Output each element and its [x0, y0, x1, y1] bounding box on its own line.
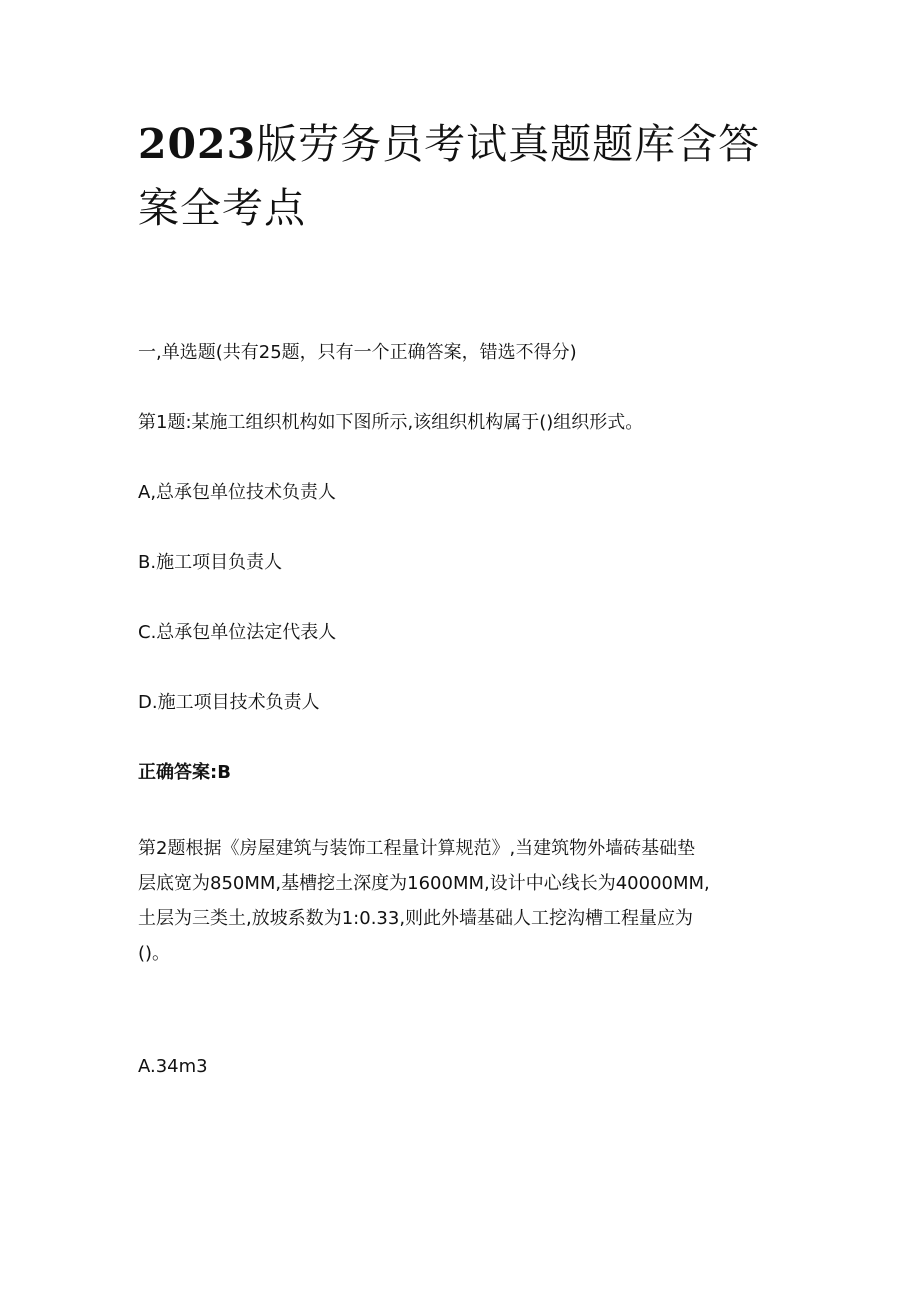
title-year: 2023 [138, 120, 257, 168]
section-heading: 一,单选题(共有25题，只有一个正确答案，错选不得分) [138, 342, 577, 363]
question-1-option-a: A,总承包单位技术负责人 [138, 482, 337, 503]
question-2-option-a: A.34m3 [138, 1056, 208, 1077]
question-1-option-c: C.总承包单位法定代表人 [138, 622, 337, 643]
question-2-stem [138, 831, 778, 971]
question-1-option-b: B.施工项目负责人 [138, 552, 283, 573]
question-2-stem-line: ()。 [138, 943, 171, 964]
question-2-stem-line: 层底宽为850MM,基槽挖土深度为1600MM,设计中心线长为40000MM, [138, 873, 710, 894]
document-title [138, 112, 798, 240]
question-1-option-d: D.施工项目技术负责人 [138, 692, 320, 713]
title-text: 版劳务员考试真题题库含答案全考点 [138, 120, 761, 232]
question-2-stem-line: 第2题根据《房屋建筑与装饰工程量计算规范》,当建筑物外墙砖基础垫 [138, 838, 696, 859]
question-1-answer: 正确答案:B [138, 762, 231, 783]
question-2-stem-line: 土层为三类土,放坡系数为1:0.33,则此外墙基础人工挖沟槽工程量应为 [138, 908, 694, 929]
question-1-stem: 第1题:某施工组织机构如下图所示,该组织机构属于()组织形式。 [138, 412, 644, 433]
